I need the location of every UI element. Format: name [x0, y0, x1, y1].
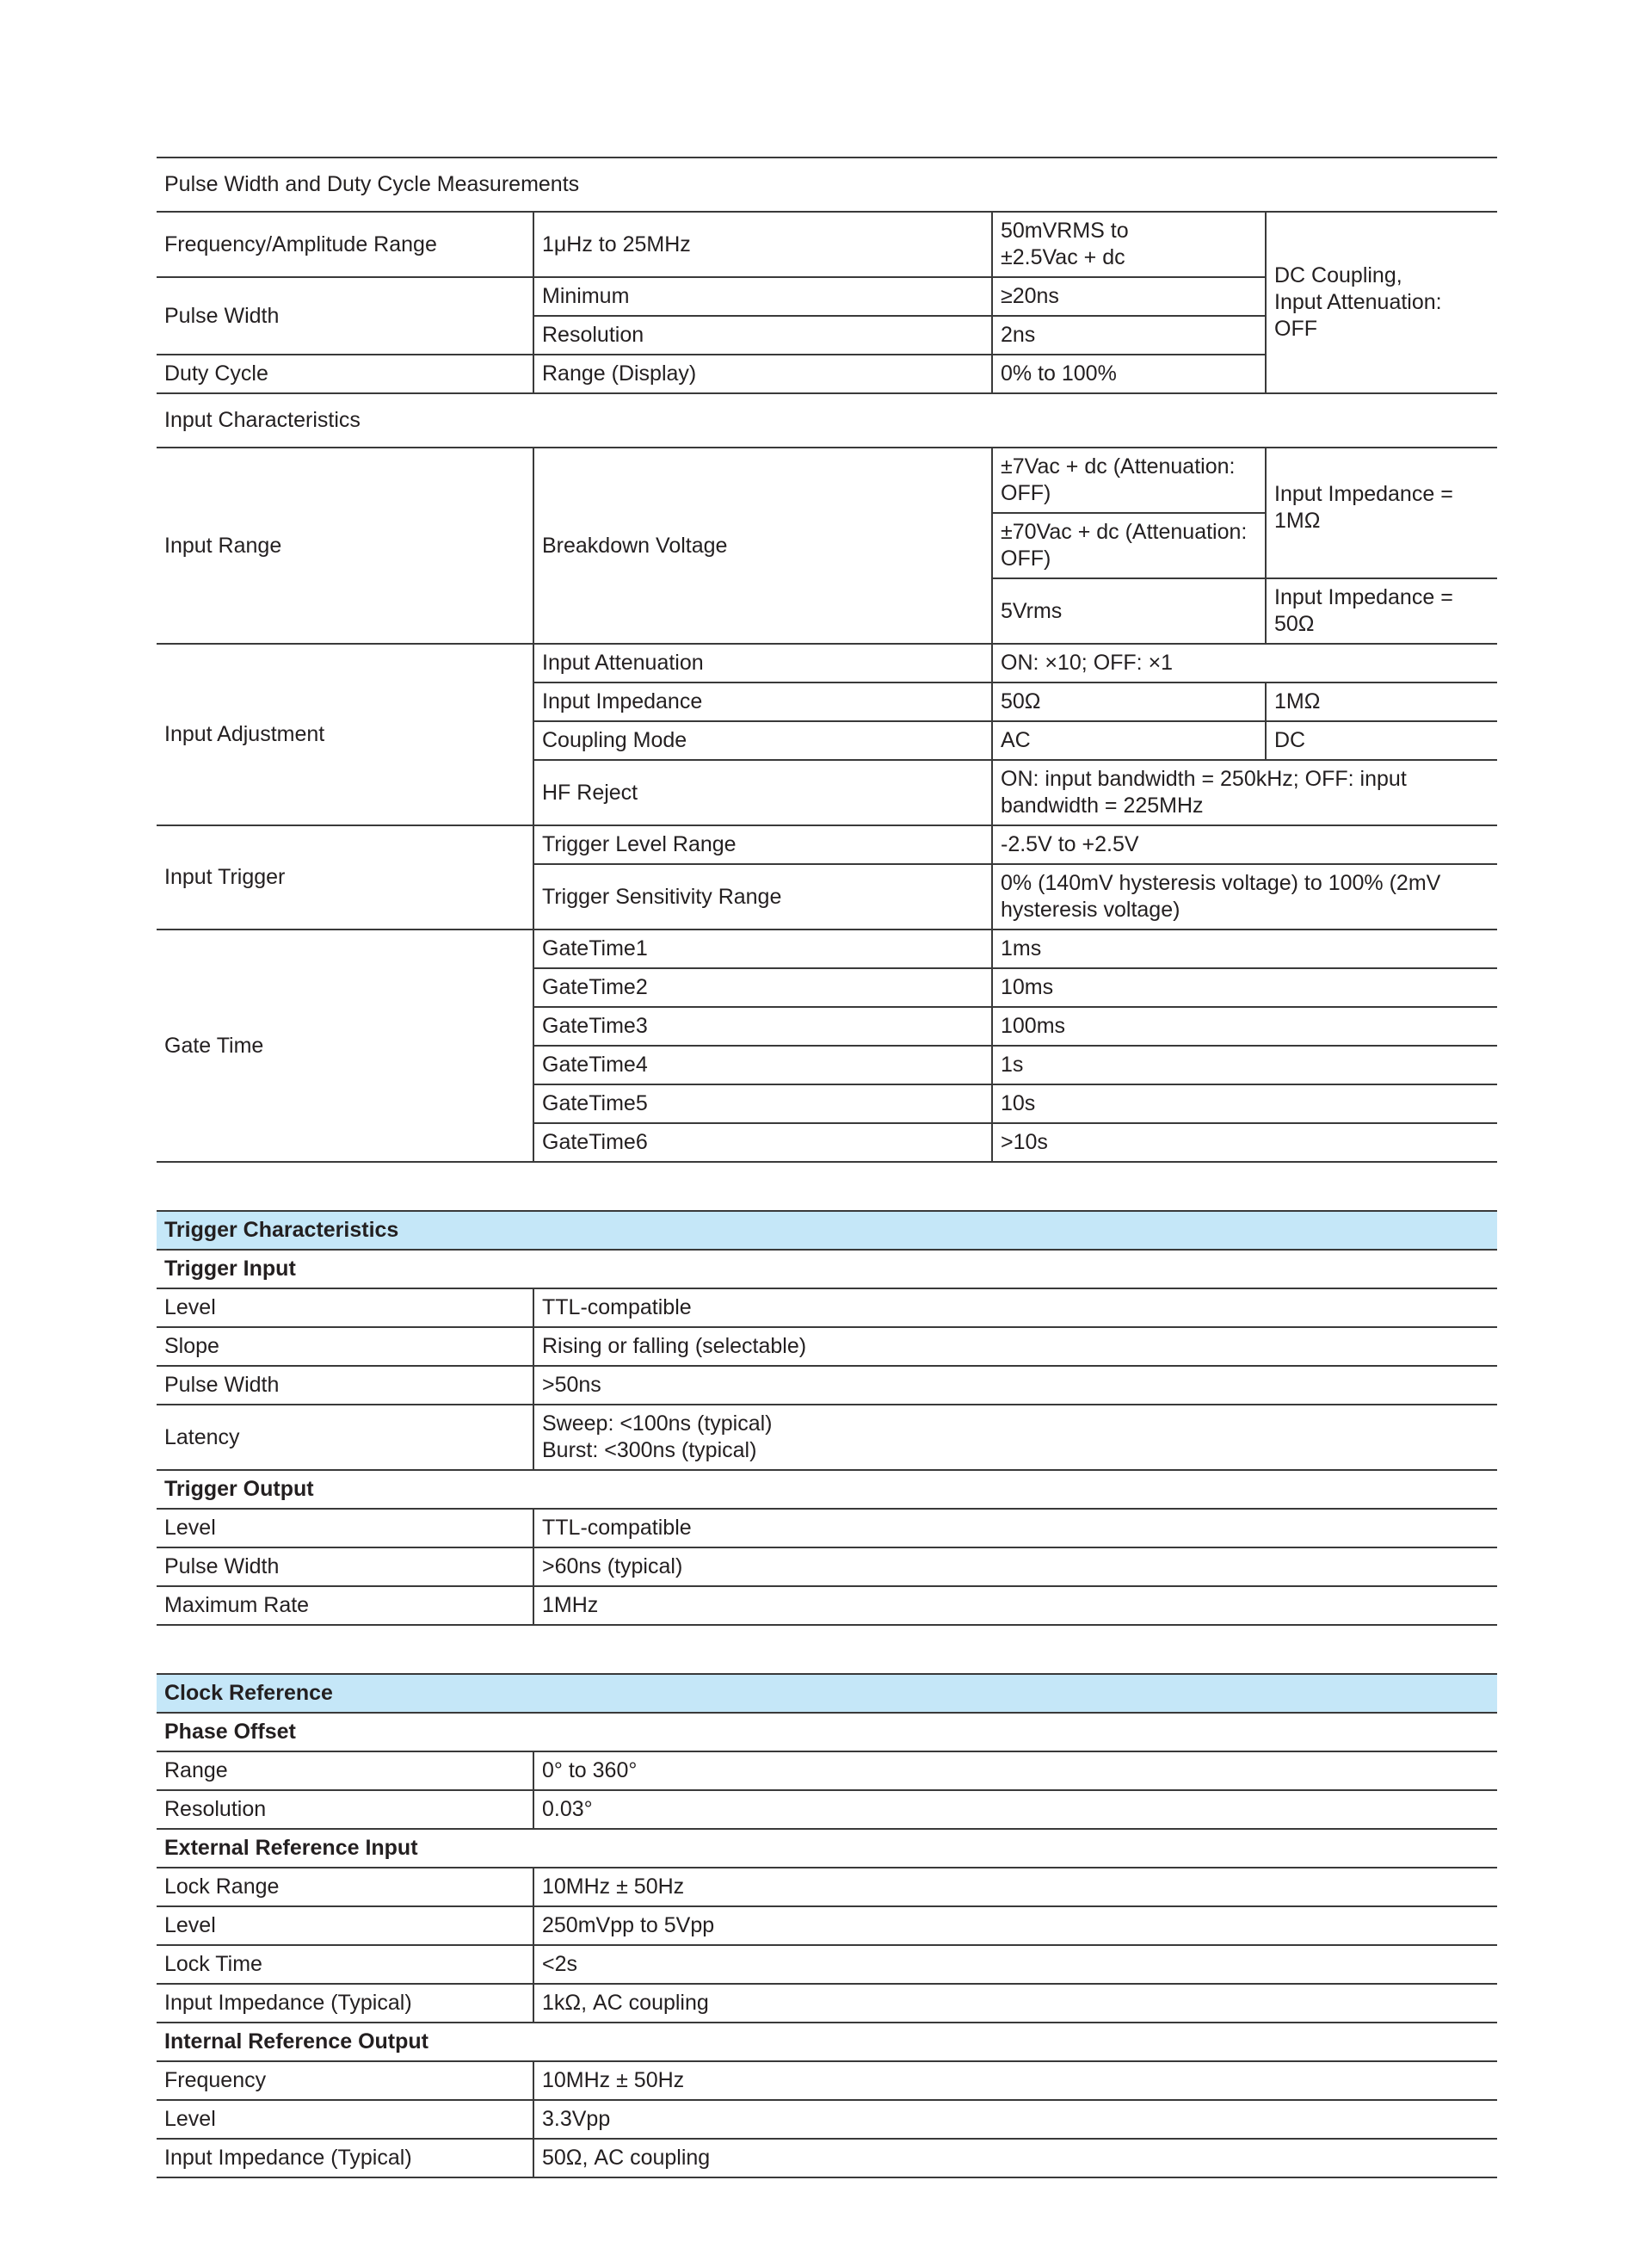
gate-time-value: 1s	[992, 1046, 1497, 1084]
trigger-section-title: Trigger Characteristics	[157, 1211, 1497, 1250]
gate-time-name: GateTime5	[533, 1084, 992, 1123]
input-range-label: Input Range	[157, 448, 533, 644]
external-reference-title: External Reference Input	[157, 1829, 1497, 1868]
spec-value: 1kΩ, AC coupling	[533, 1984, 1497, 2023]
gate-time-value: 1ms	[992, 930, 1497, 968]
pulse-width-res-value: 2ns	[992, 316, 1266, 355]
freq-range: 1μHz to 25MHz	[533, 212, 992, 277]
gate-time-value: 10s	[992, 1084, 1497, 1123]
input-impedance-label: Input Impedance	[533, 682, 992, 721]
input-adjustment-label: Input Adjustment	[157, 644, 533, 825]
input-attenuation-value: ON: ×10; OFF: ×1	[992, 644, 1497, 682]
spec-label: Pulse Width	[157, 1366, 533, 1405]
input-trigger-label: Input Trigger	[157, 825, 533, 930]
spec-label: Range	[157, 1751, 533, 1790]
spec-label: Frequency	[157, 2061, 533, 2100]
trigger-sensitivity-value: 0% (140mV hysteresis voltage) to 100% (2mV hysteresis voltage)	[992, 864, 1497, 930]
clock-section-title: Clock Reference	[157, 1674, 1497, 1713]
pulse-coupling-note: DC Coupling, Input Attenuation: OFF	[1266, 212, 1497, 393]
spec-label: Pulse Width	[157, 1547, 533, 1586]
input-attenuation-label: Input Attenuation	[533, 644, 992, 682]
input-section-title: Input Characteristics	[157, 393, 1497, 448]
gate-time-value: 10ms	[992, 968, 1497, 1007]
trigger-sensitivity-label: Trigger Sensitivity Range	[533, 864, 992, 930]
trigger-level-range-label: Trigger Level Range	[533, 825, 992, 864]
trigger-level-range-value: -2.5V to +2.5V	[992, 825, 1497, 864]
freq-label: Frequency/Amplitude Range	[157, 212, 533, 277]
spec-value: 0.03°	[533, 1790, 1497, 1829]
input-impedance-a: 50Ω	[992, 682, 1266, 721]
spec-value: 250mVpp to 5Vpp	[533, 1906, 1497, 1945]
gate-time-name: GateTime1	[533, 930, 992, 968]
impedance-note-1m: Input Impedance = 1MΩ	[1266, 448, 1497, 578]
breakdown-voltage-label: Breakdown Voltage	[533, 448, 992, 644]
spec-label: Level	[157, 1509, 533, 1547]
impedance-note-50: Input Impedance = 50Ω	[1266, 578, 1497, 644]
breakdown-value-2: ±70Vac + dc (Attenuation: OFF)	[992, 513, 1266, 578]
spec-label: Latency	[157, 1405, 533, 1470]
spec-value: 1MHz	[533, 1586, 1497, 1625]
spec-value: >60ns (typical)	[533, 1547, 1497, 1586]
hf-reject-label: HF Reject	[533, 760, 992, 825]
duty-cycle-range-label: Range (Display)	[533, 355, 992, 393]
spec-value: <2s	[533, 1945, 1497, 1984]
spec-label: Lock Time	[157, 1945, 533, 1984]
pulse-section-title: Pulse Width and Duty Cycle Measurements	[157, 157, 1497, 212]
freq-amplitude: 50mVRMS to ±2.5Vac + dc	[992, 212, 1266, 277]
gate-time-name: GateTime4	[533, 1046, 992, 1084]
trigger-input-title: Trigger Input	[157, 1250, 1497, 1288]
gate-time-name: GateTime6	[533, 1123, 992, 1162]
pulse-width-min-label: Minimum	[533, 277, 992, 316]
spec-value: 0° to 360°	[533, 1751, 1497, 1790]
measurement-table	[157, 157, 1497, 1163]
coupling-mode-a: AC	[992, 721, 1266, 760]
spec-label: Maximum Rate	[157, 1586, 533, 1625]
breakdown-value-3: 5Vrms	[992, 578, 1266, 644]
pulse-width-label: Pulse Width	[157, 277, 533, 355]
duty-cycle-label: Duty Cycle	[157, 355, 533, 393]
spec-label: Input Impedance (Typical)	[157, 1984, 533, 2023]
pulse-width-min-value: ≥20ns	[992, 277, 1266, 316]
phase-offset-title: Phase Offset	[157, 1713, 1497, 1751]
spec-label: Level	[157, 1906, 533, 1945]
trigger-table	[157, 1210, 1497, 1626]
spec-value: Sweep: <100ns (typical) Burst: <300ns (typical)	[533, 1405, 1497, 1470]
spec-label: Lock Range	[157, 1868, 533, 1906]
trigger-output-title: Trigger Output	[157, 1470, 1497, 1509]
spec-label: Resolution	[157, 1790, 533, 1829]
gate-time-label: Gate Time	[157, 930, 533, 1162]
spec-label: Level	[157, 2100, 533, 2139]
spec-sheet	[157, 157, 1497, 2178]
spec-value: 50Ω, AC coupling	[533, 2139, 1497, 2177]
gate-time-value: >10s	[992, 1123, 1497, 1162]
clock-table	[157, 1673, 1497, 2178]
spec-value: 3.3Vpp	[533, 2100, 1497, 2139]
spec-label: Input Impedance (Typical)	[157, 2139, 533, 2177]
internal-reference-title: Internal Reference Output	[157, 2023, 1497, 2061]
duty-cycle-range-value: 0% to 100%	[992, 355, 1266, 393]
gate-time-name: GateTime3	[533, 1007, 992, 1046]
spec-label: Slope	[157, 1327, 533, 1366]
gate-time-value: 100ms	[992, 1007, 1497, 1046]
coupling-mode-label: Coupling Mode	[533, 721, 992, 760]
coupling-mode-b: DC	[1266, 721, 1497, 760]
spec-value: >50ns	[533, 1366, 1497, 1405]
spec-label: Level	[157, 1288, 533, 1327]
spec-value: 10MHz ± 50Hz	[533, 1868, 1497, 1906]
spec-value: TTL-compatible	[533, 1509, 1497, 1547]
spec-value: Rising or falling (selectable)	[533, 1327, 1497, 1366]
spec-value: TTL-compatible	[533, 1288, 1497, 1327]
spec-value: 10MHz ± 50Hz	[533, 2061, 1497, 2100]
pulse-width-res-label: Resolution	[533, 316, 992, 355]
hf-reject-value: ON: input bandwidth = 250kHz; OFF: input bandwidth = 225MHz	[992, 760, 1497, 825]
input-impedance-b: 1MΩ	[1266, 682, 1497, 721]
gate-time-name: GateTime2	[533, 968, 992, 1007]
breakdown-value-1: ±7Vac + dc (Attenuation: OFF)	[992, 448, 1266, 513]
